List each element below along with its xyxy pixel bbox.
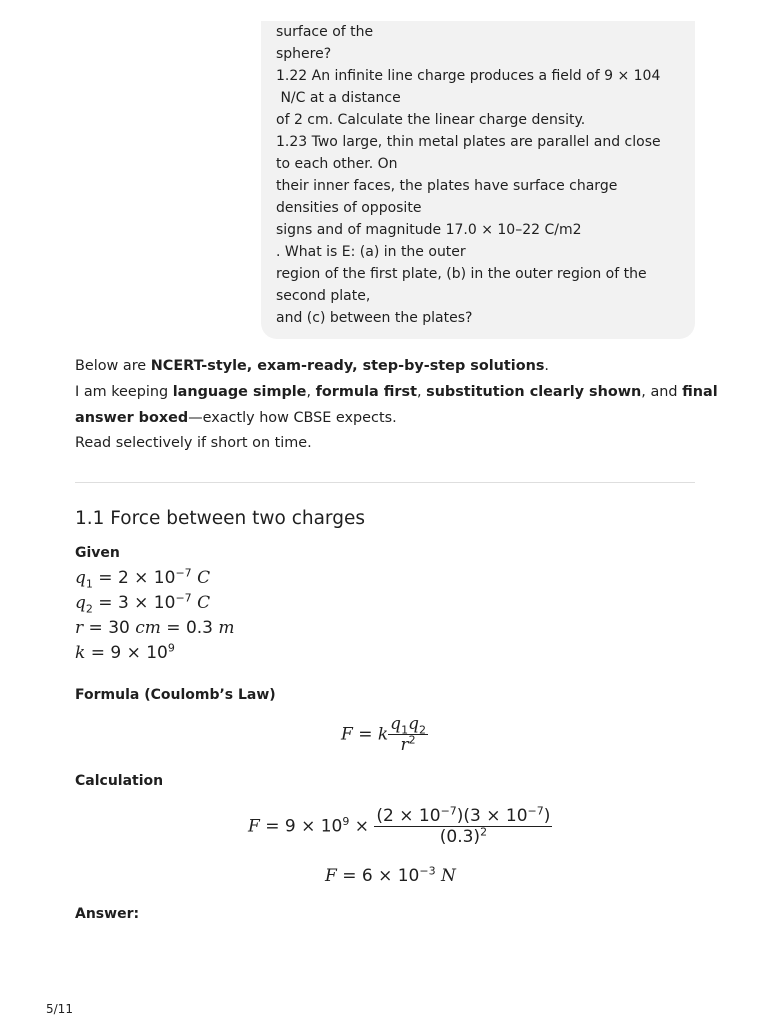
math-unit: m (218, 618, 235, 638)
coulomb-formula (341, 714, 428, 755)
math-var: r (400, 735, 409, 755)
math-sup: −7 (527, 804, 544, 818)
math-var: r (75, 618, 84, 638)
answer-label: Answer: (75, 906, 140, 922)
math-unit: N (440, 866, 456, 886)
math-unit: cm (135, 618, 161, 638)
math-sub: 2 (85, 602, 93, 616)
math-text: (2 × 10 (376, 806, 441, 826)
math-unit: C (197, 593, 211, 613)
question-line: . What is E: (a) in the outer (276, 244, 466, 260)
intro-line (75, 406, 700, 432)
given-label: Given (75, 545, 120, 561)
math-text: = 6 × 10 (336, 866, 420, 886)
math-text: = (352, 724, 378, 745)
math-var: F (341, 724, 353, 745)
intro-bold: NCERT-style, exam-ready, step-by-step solutions (150, 358, 545, 374)
question-line: 1.23 Two large, thin metal plates are parallel and close (276, 134, 661, 150)
intro-text: , and (641, 384, 683, 400)
intro-line (75, 380, 718, 406)
math-var: q (390, 714, 402, 734)
math-text: = 0.3 (160, 618, 219, 638)
question-line: to each other. On (276, 156, 398, 172)
intro-bold: formula first (315, 384, 417, 400)
calculation-label: Calculation (75, 773, 164, 789)
intro-text: I am keeping (75, 384, 173, 400)
question-line: densities of opposite (276, 200, 422, 216)
math-sub: 2 (418, 723, 426, 737)
math-sup: 2 (480, 825, 488, 839)
math-text: = 2 × 10 (92, 568, 176, 588)
math-text: = 30 (83, 618, 136, 638)
intro-text: , (416, 384, 427, 400)
math-text: (0.3) (439, 827, 481, 847)
question-line: 1.22 An infinite line charge produces a field of 9 × 104 (276, 68, 661, 84)
fraction-denominator (374, 827, 552, 847)
section-divider (75, 482, 695, 483)
math-sup: 9 (167, 641, 175, 655)
intro-bold: substitution clearly shown (426, 384, 642, 400)
math-sup: −7 (175, 566, 192, 580)
section-title: 1.1 Force between two charges (75, 508, 365, 529)
question-line: sphere? (276, 46, 332, 62)
question-line: second plate, (276, 288, 371, 304)
given-q1 (75, 566, 210, 591)
fraction-numerator (374, 806, 552, 827)
math-var: k (75, 643, 86, 663)
math-text: = 9 × 10 (85, 643, 168, 663)
given-k (75, 641, 175, 666)
math-var: F (248, 816, 260, 837)
math-var: q (408, 714, 419, 734)
math-sup: −7 (440, 804, 457, 818)
fraction-denominator (388, 735, 428, 755)
given-r (75, 616, 235, 641)
intro-line: Read selectively if short on time. (75, 435, 312, 451)
intro-text: . (544, 358, 549, 374)
formula-fraction (388, 714, 428, 755)
math-sup: −3 (419, 864, 436, 878)
math-sup: 9 (342, 814, 350, 828)
math-var: F (325, 866, 337, 886)
math-text: × (349, 816, 375, 837)
intro-bold: answer boxed (75, 410, 189, 426)
formula-label: Formula (Coulomb’s Law) (75, 687, 276, 703)
math-sup: −7 (175, 591, 192, 605)
intro-bold: language simple (172, 384, 307, 400)
question-line: surface of the (276, 24, 374, 40)
math-sub: 1 (85, 577, 93, 591)
given-q2 (75, 591, 210, 616)
math-sup: 2 (408, 733, 416, 747)
math-var: k (377, 724, 389, 745)
intro-text: —exactly how CBSE expects. (188, 410, 397, 426)
question-line: region of the first plate, (b) in the outer region of the (276, 266, 647, 282)
result-equation (325, 866, 456, 886)
math-var: q (75, 568, 86, 588)
question-line: signs and of magnitude 17.0 × 10–22 C/m2 (276, 222, 582, 238)
question-line: of 2 cm. Calculate the linear charge density. (276, 112, 586, 128)
math-text: = 3 × 10 (92, 593, 176, 613)
math-text: = 9 × 10 (259, 816, 343, 837)
calc-fraction (374, 806, 552, 847)
math-sub: 1 (401, 723, 409, 737)
question-line: N/C at a distance (276, 90, 401, 106)
user-question-bubble (261, 21, 695, 339)
intro-line (75, 354, 700, 380)
fraction-numerator (388, 714, 428, 735)
math-text: )(3 × 10 (456, 806, 528, 826)
math-var: q (75, 593, 86, 613)
question-line: their inner faces, the plates have surface charge (276, 178, 618, 194)
intro-bold: final (682, 384, 718, 400)
question-line: and (c) between the plates? (276, 310, 473, 326)
intro-text: , (306, 384, 316, 400)
math-text: ) (543, 806, 551, 826)
intro-text: Below are (75, 358, 151, 374)
page-number: 5/11 (46, 1002, 73, 1016)
math-unit: C (197, 568, 211, 588)
calculation-equation (248, 806, 552, 847)
